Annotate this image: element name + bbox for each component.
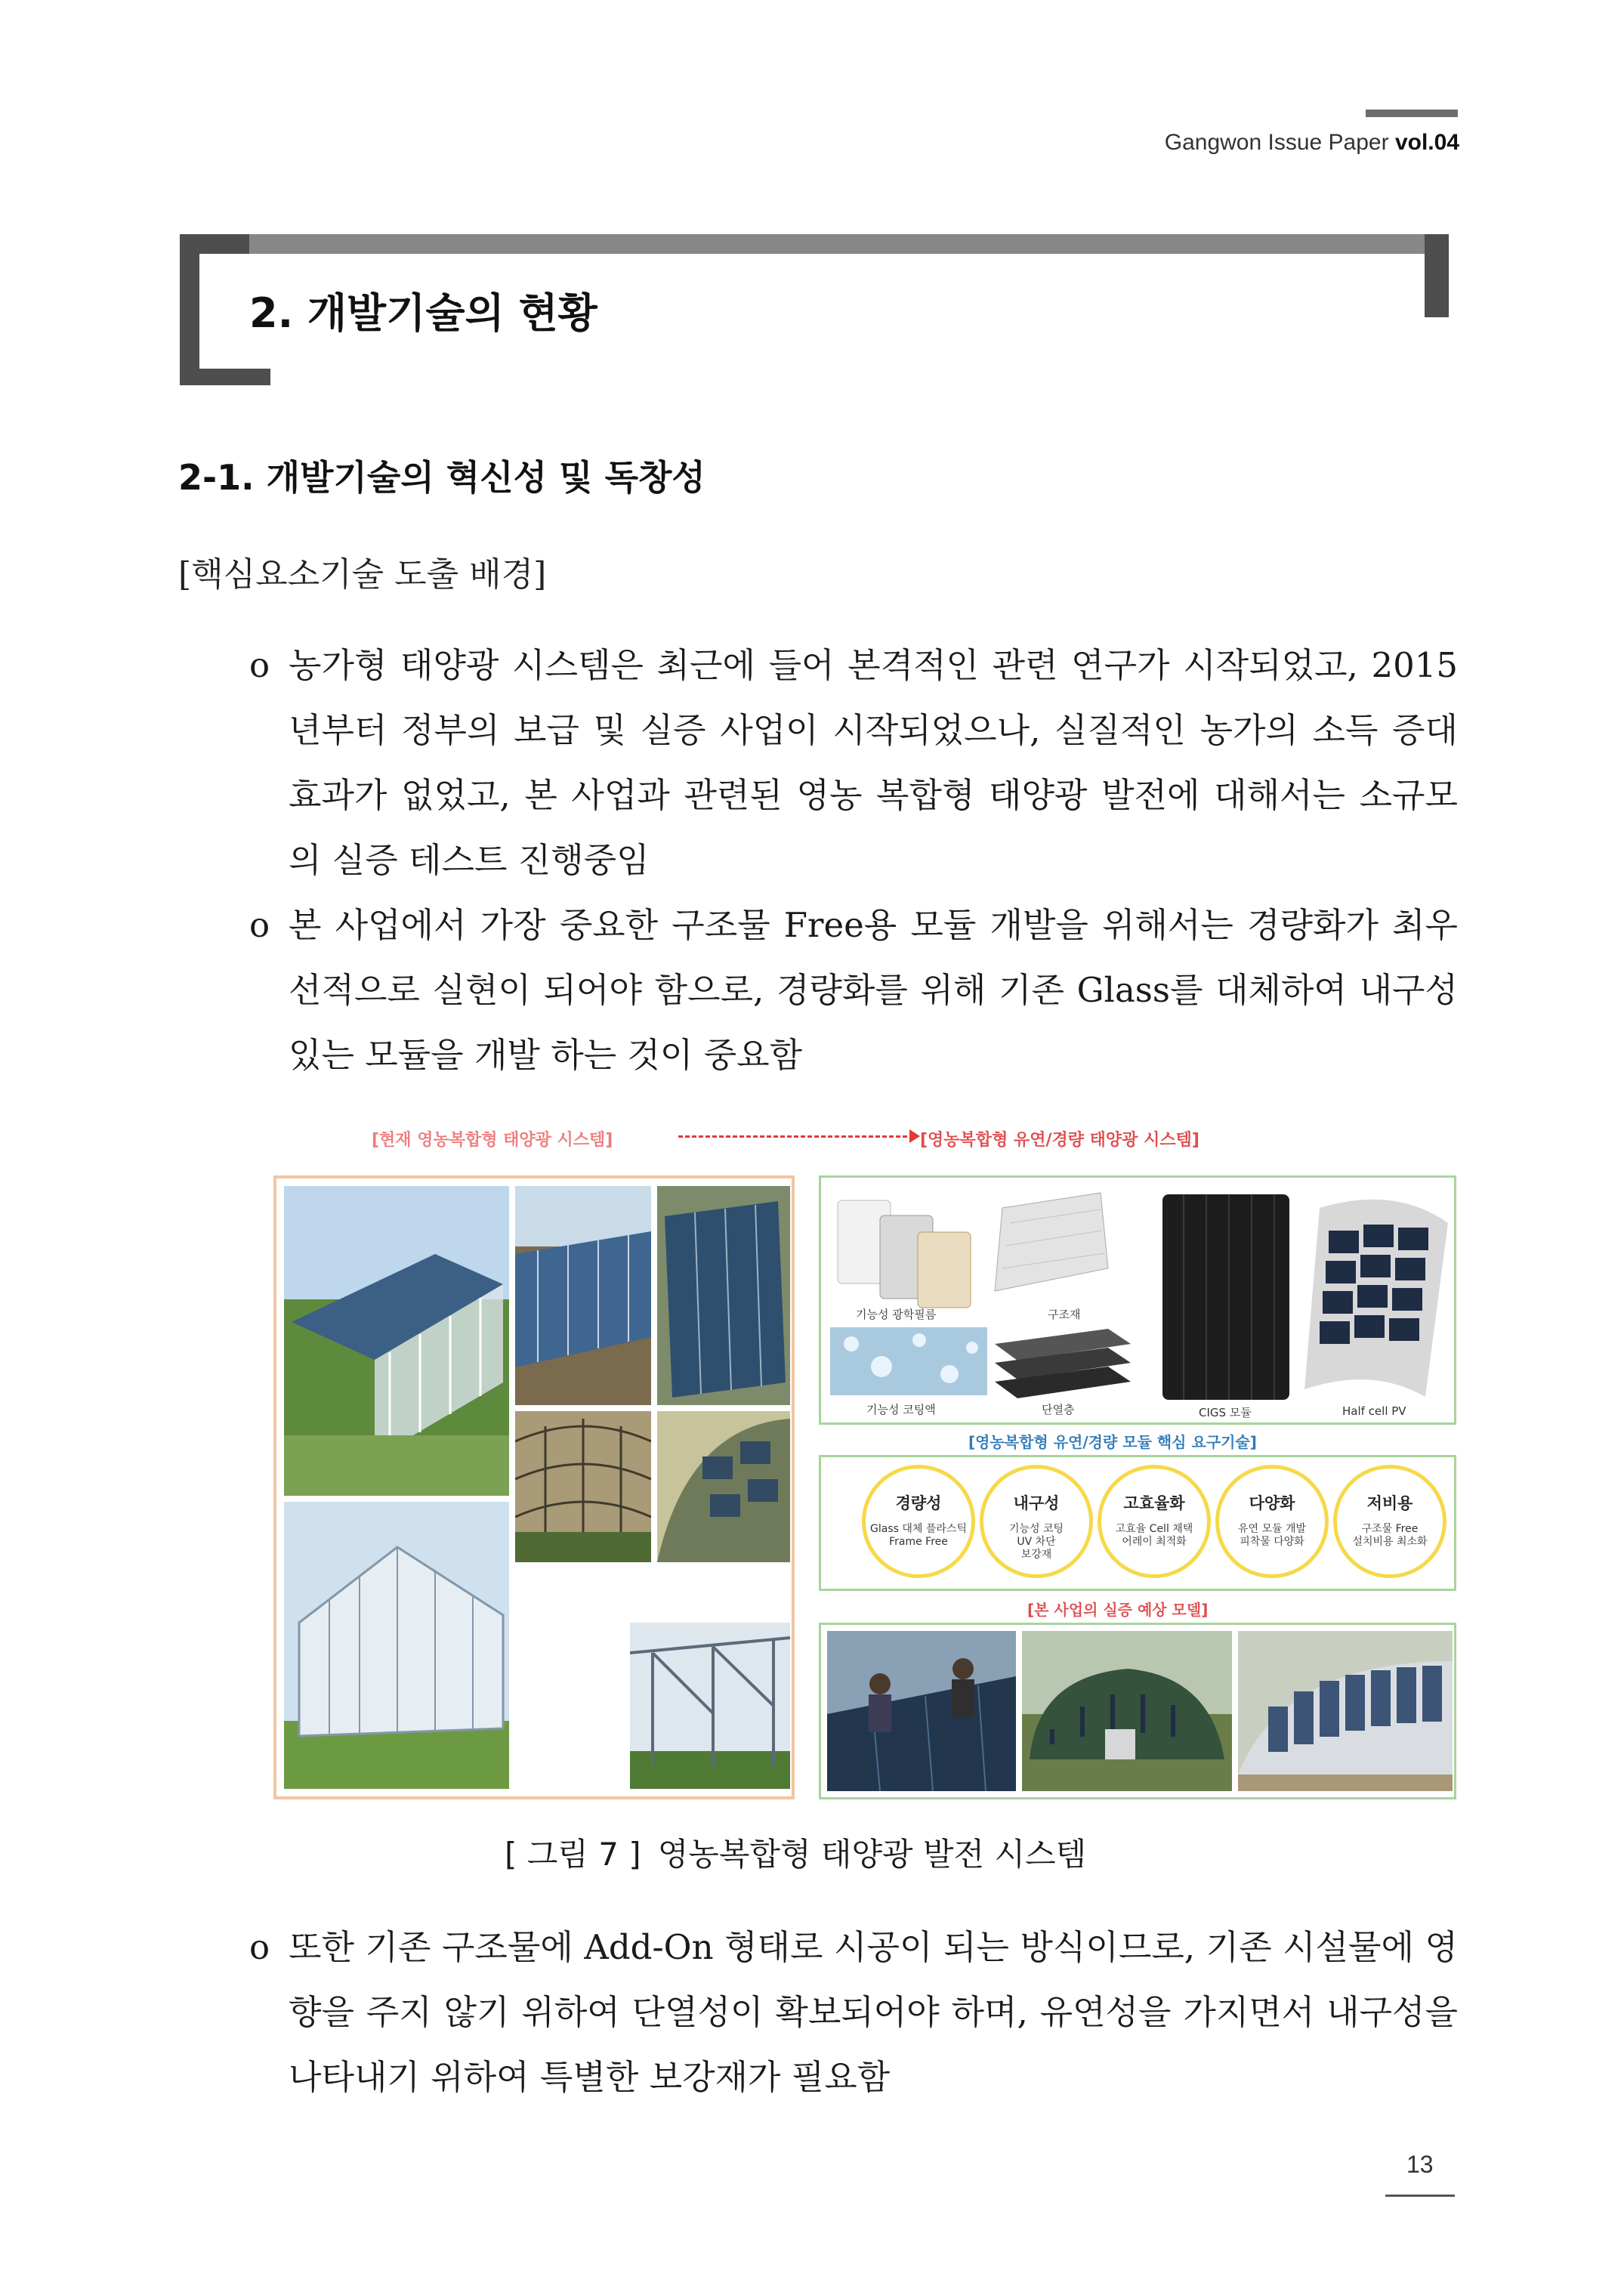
requirement-durability: 내구성 기능성 코팅 UV 차단 보강재	[980, 1465, 1093, 1578]
figure-title: 영농복합형 태양광 발전 시스템	[657, 1836, 1087, 1873]
paragraph-text: 농가형 태양광 시스템은 최근에 들어 본격적인 관련 연구가 시작되었고, 2015년부터 정부의 보급 및 실증 사업이 시작되었으나, 실질적인 농가의 소득 증대 효과가 없었고, 본 사업과 관련된 영농 복합형 태양광 발전에 대해서는 소규모의 실증 테스트 진행중임	[289, 645, 1458, 880]
materials-panel	[819, 1175, 1456, 1425]
requirements-panel	[819, 1455, 1456, 1591]
current-system-photo-collage	[273, 1175, 795, 1799]
structure-caption: 구조재	[1048, 1308, 1081, 1321]
coating-caption: 기능성 코팅액	[866, 1403, 936, 1416]
subsection-title: 2-1. 개발기술의 혁신성 및 독창성	[178, 457, 705, 498]
glass-greenhouse-photo	[284, 1502, 509, 1789]
section-frame-top	[180, 234, 1449, 254]
paragraph-3	[249, 1915, 1458, 2110]
bracket-heading: [핵심요소기술 도출 배경]	[178, 555, 547, 594]
paragraph-1	[249, 633, 1458, 893]
steel-frame-photo	[630, 1623, 790, 1789]
core-tech-label: [영농복합형 유연/경량 모듈 핵심 요구기술]	[968, 1433, 1257, 1451]
figure-number: [ 그림 7 ]	[505, 1836, 641, 1873]
running-header	[1165, 130, 1459, 156]
publication-name: Gangwon Issue Paper	[1164, 130, 1389, 155]
greenhouse-photo-1	[284, 1186, 509, 1496]
requirement-low-cost: 저비용 구조물 Free 설치비용 최소화	[1333, 1465, 1446, 1578]
cigs-caption: CIGS 모듈	[1199, 1406, 1252, 1419]
bullet-marker: o	[249, 1927, 270, 1967]
installation-photo	[827, 1631, 1016, 1791]
requirement-diversity: 다양화 유연 모듈 개발 피착물 다양화	[1215, 1465, 1329, 1578]
bullet-marker: o	[249, 905, 270, 945]
section-title: 2. 개발기술의 현황	[249, 289, 597, 337]
greenhouse-photo-5	[657, 1411, 790, 1562]
figure-caption	[505, 1830, 1086, 1875]
requirement-efficiency: 고효율화 고효율 Cell 채택 어레이 최적화	[1098, 1465, 1211, 1578]
arrow-right-icon	[909, 1129, 920, 1143]
transition-arrow-line	[678, 1135, 914, 1138]
figure-right-label: [영농복합형 유연/경량 태양광 시스템]	[920, 1131, 1199, 1150]
insulation-caption: 단열층	[1042, 1403, 1075, 1416]
footer-rule	[1385, 2195, 1455, 2197]
tunnel-house-photo	[1022, 1631, 1232, 1791]
greenhouse-photo-3	[657, 1186, 790, 1405]
page-number: 13	[1406, 2151, 1434, 2178]
greenhouse-photo-4	[515, 1411, 651, 1562]
paragraph-text: 본 사업에서 가장 중요한 구조물 Free용 모듈 개발을 위해서는 경량화가 최우선적으로 실현이 되어야 함으로, 경량화를 위해 기존 Glass를 대체하여 내구성 있는 모듈을 개발 하는 것이 중요함	[289, 905, 1458, 1075]
model-label: [본 사업의 실증 예상 모델]	[1027, 1601, 1209, 1619]
header-rule	[1366, 110, 1458, 117]
paragraph-text: 또한 기존 구조물에 Add-On 형태로 시공이 되는 방식이므로, 기존 시설물에 영향을 주지 않기 위하여 단열성이 확보되어야 하며, 유연성을 가지면서 내구성을 나타내기 위하여 특별한 보강재가 필요함	[289, 1927, 1458, 2097]
paragraph-2	[249, 893, 1458, 1088]
solar-tunnel-photo	[1238, 1631, 1453, 1791]
figure-left-label: [현재 영농복합형 태양광 시스템]	[372, 1131, 613, 1150]
greenhouse-photo-2	[515, 1186, 651, 1405]
section-frame-right	[1425, 234, 1449, 317]
volume-label: vol.04	[1394, 130, 1459, 155]
requirement-lightweight: 경량성 Glass 대체 플라스틱 Frame Free	[862, 1465, 975, 1578]
section-frame-bottom	[180, 369, 270, 385]
bullet-marker: o	[249, 645, 270, 685]
section-frame-left	[180, 234, 199, 385]
film-caption: 기능성 광학필름	[856, 1308, 937, 1321]
demo-model-panel	[819, 1623, 1456, 1799]
halfcell-caption: Half cell PV	[1342, 1404, 1406, 1418]
